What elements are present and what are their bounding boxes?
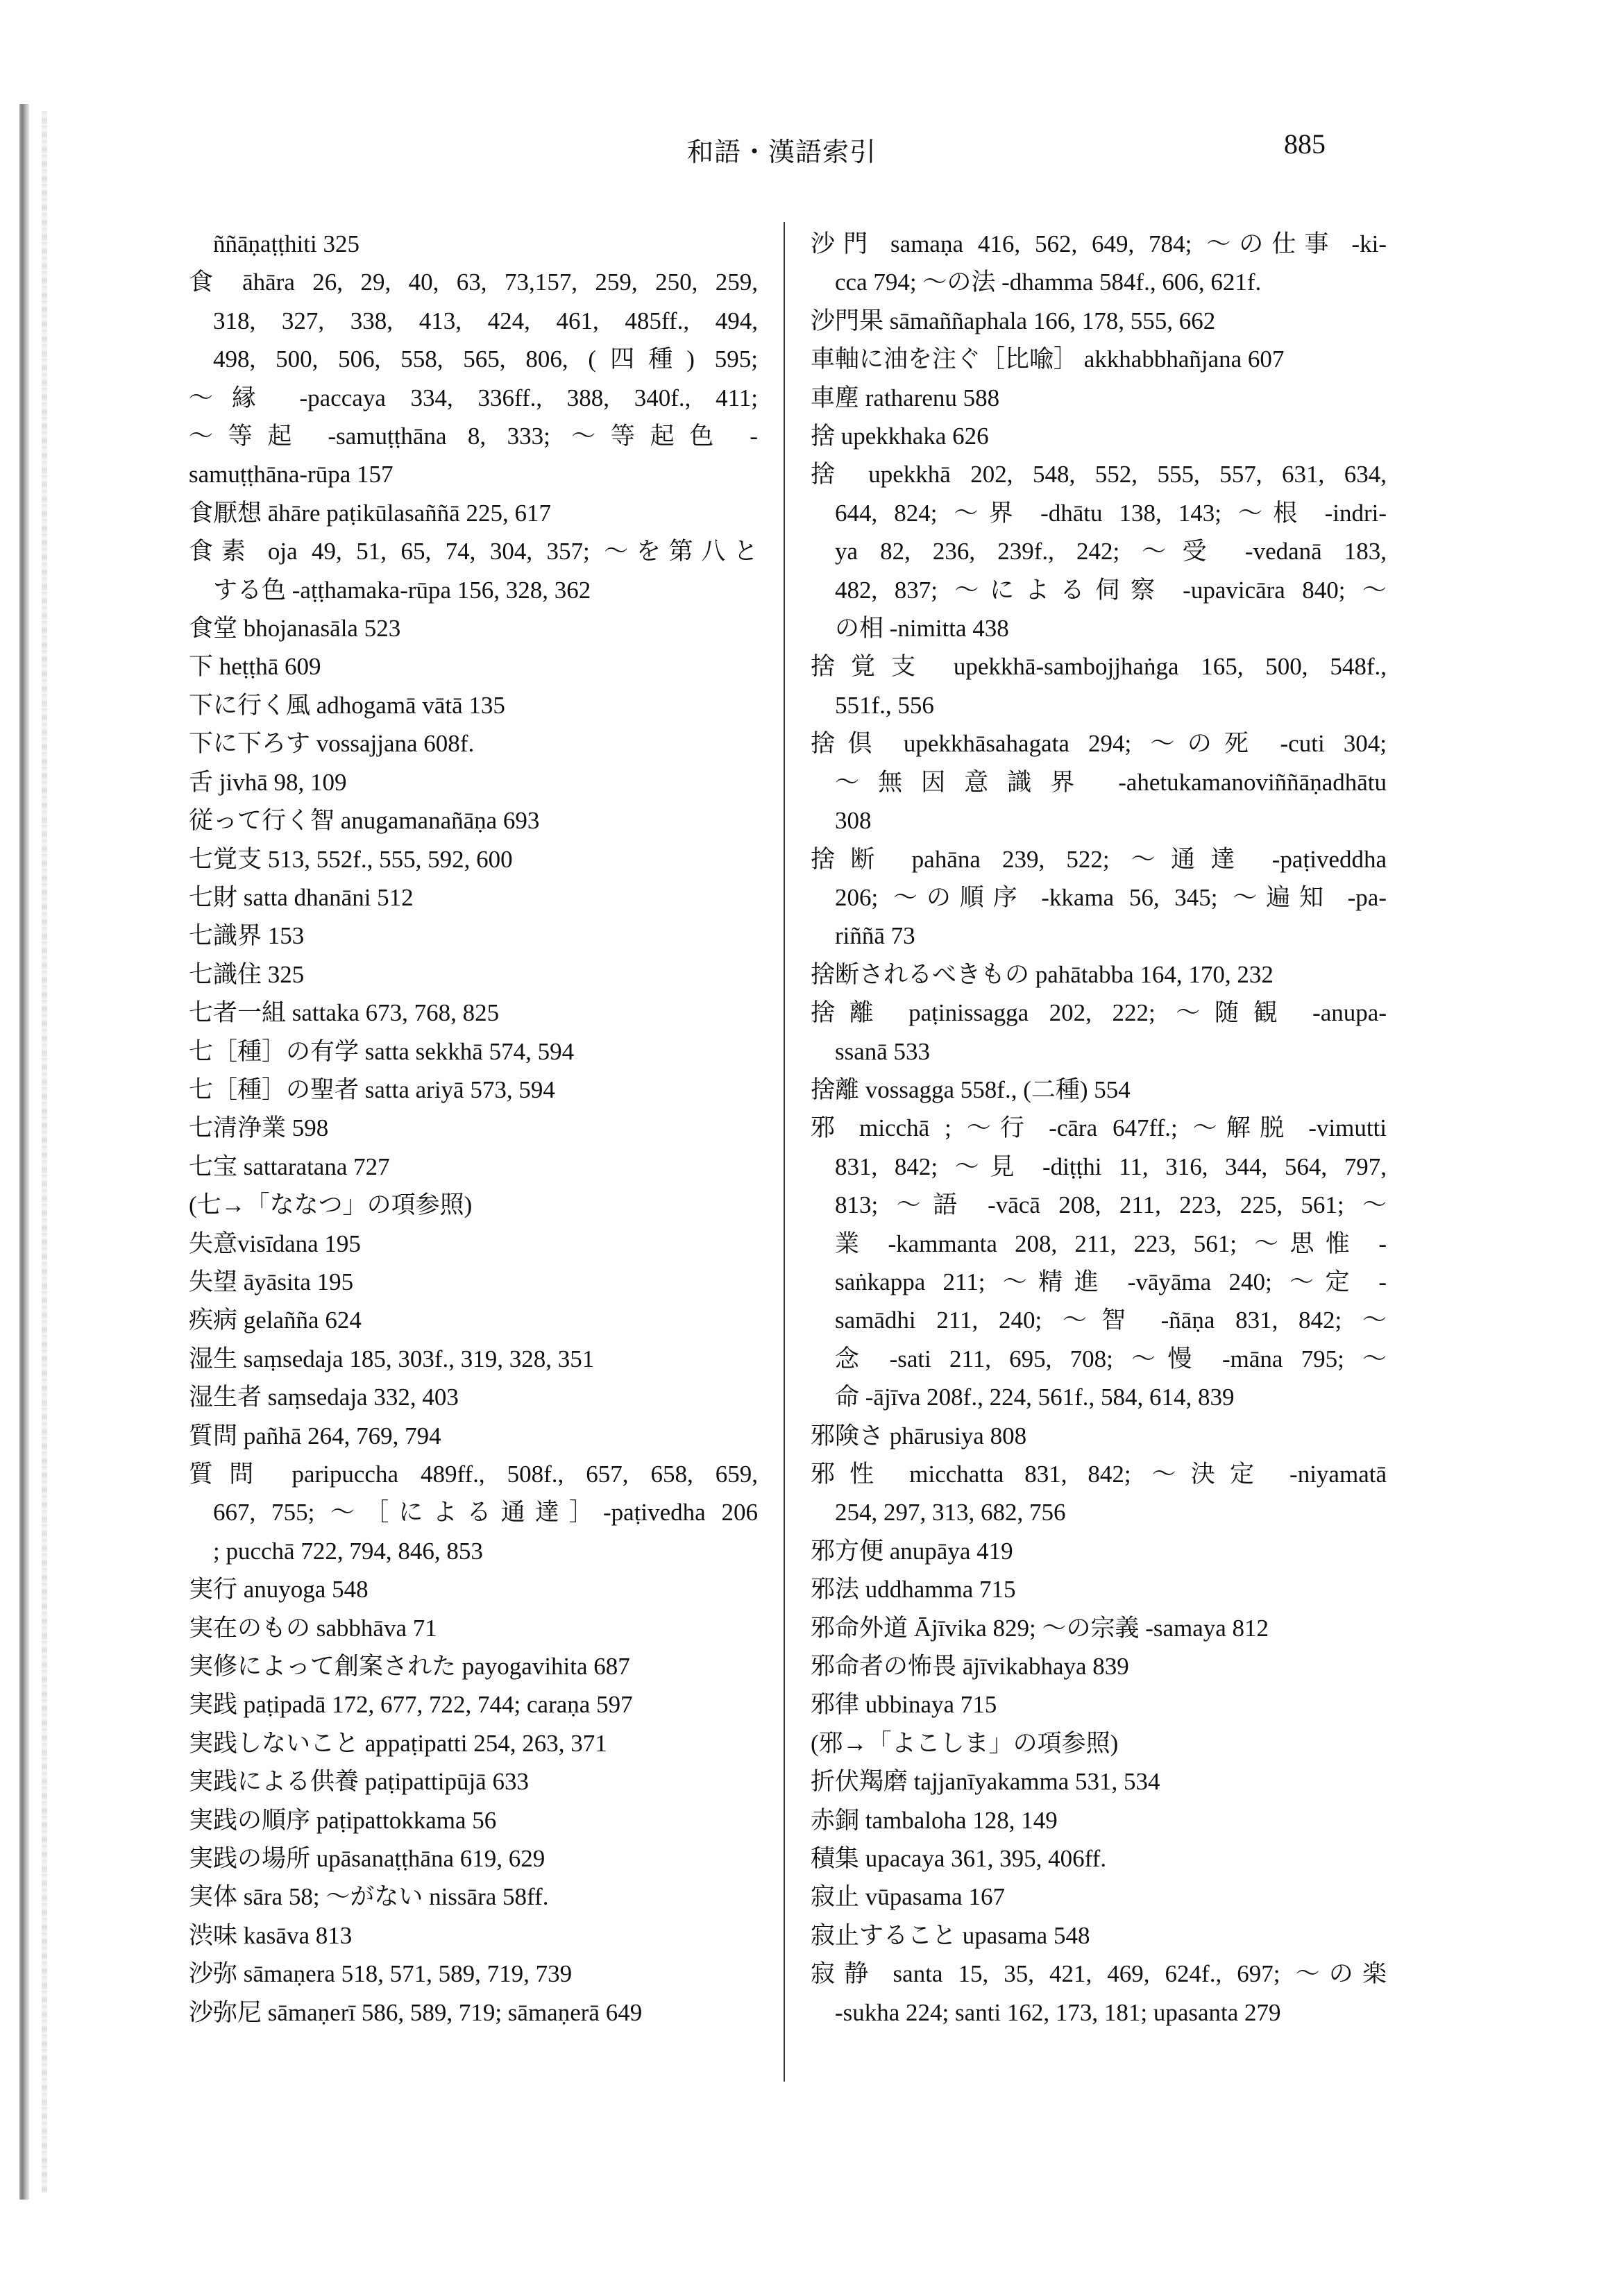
index-entry-line: 邪性 micchatta 831, 842; ～決定 -niyamatā: [811, 1461, 1387, 1488]
index-entry-line: 下に行く風 adhogamā vātā 135: [189, 691, 505, 719]
index-entry-line: 食厭想 āhāre paṭikūlasaññā 225, 617: [189, 499, 551, 527]
index-entry-line: 寂静 santa 15, 35, 421, 469, 624f., 697; ～の楽: [811, 1960, 1387, 1988]
index-entry-line: 813; ～語 -vācā 208, 211, 223, 225, 561; ～: [835, 1191, 1387, 1219]
index-entry-line: 業 -kammanta 208, 211, 223, 561; ～思惟 -: [835, 1230, 1387, 1257]
index-entry-line: 沙弥 sāmaṇera 518, 571, 589, 719, 739: [189, 1960, 573, 1988]
index-entry-line: 実修によって創案された payogavihita 687: [189, 1653, 630, 1681]
index-entry-line: ～無因意識界 -ahetukamanoviññāṇadhātu: [835, 768, 1387, 796]
index-entry-line: 寂止 vūpasama 167: [811, 1883, 1005, 1911]
index-entry-line: samuṭṭhāna-rūpa 157: [189, 461, 394, 488]
index-entry-line: 実在のもの sabbhāva 71: [189, 1614, 437, 1642]
index-entry-line: 積集 upacaya 361, 395, 406ff.: [811, 1845, 1107, 1873]
index-entry-line: 沙弥尼 sāmaṇerī 586, 589, 719; sāmaṇerā 649: [189, 1998, 643, 2026]
index-entry-line: 邪命者の怖畏 ājīvikabhaya 839: [811, 1653, 1129, 1681]
index-column-left: [189, 225, 758, 2032]
index-entry-line: 沙門 samaṇa 416, 562, 649, 784; ～の仕事 -ki-: [811, 230, 1387, 257]
index-entry-line: 邪命外道 Ājīvika 829; ～の宗義 -samaya 812: [811, 1614, 1269, 1642]
index-entry-line: 七清浄業 598: [189, 1114, 329, 1142]
index-entry-line: 質問 pañhā 264, 769, 794: [189, 1422, 441, 1449]
index-entry-line: 従って行く智 anugamanañāṇa 693: [189, 807, 540, 835]
index-entry-line: 捨離 vossagga 558f., (二種) 554: [811, 1075, 1131, 1103]
index-entry-line: 渋味 kasāva 813: [189, 1921, 353, 1949]
index-entry-line: ya 82, 236, 239f., 242; ～受 -vedanā 183,: [835, 538, 1387, 566]
index-entry-line: ; pucchā 722, 794, 846, 853: [213, 1537, 483, 1565]
index-entry-line: 念 -sati 211, 695, 708; ～慢 -māna 795; ～: [835, 1345, 1387, 1372]
page-number: 885: [1284, 128, 1326, 160]
index-entry-line: 308: [835, 807, 872, 835]
page-header-title: 和語・漢語索引: [687, 138, 877, 167]
index-entry-line: 318, 327, 338, 413, 424, 461, 485ff., 494,: [213, 307, 758, 334]
index-entry-line: 実体 sāra 58; ～がない nissāra 58ff.: [189, 1883, 549, 1911]
index-entry-line: 下 heṭṭhā 609: [189, 653, 321, 681]
index-entry-line: saṅkappa 211; ～精進 -vāyāma 240; ～定 -: [835, 1268, 1387, 1295]
index-entry-line: (邪→「よこしま」の項参照): [811, 1729, 1119, 1757]
index-entry-line: 沙門果 sāmaññaphala 166, 178, 555, 662: [811, 307, 1216, 334]
index-entry-line: 食堂 bhojanasāla 523: [189, 615, 401, 643]
index-entry-line: 206; ～の順序 -kkama 56, 345; ～遍知 -pa-: [835, 883, 1387, 911]
index-entry-line: (七→「ななつ」の項参照): [189, 1191, 473, 1219]
index-entry-line: ññāṇaṭṭhiti 325: [213, 230, 360, 257]
index-entry-line: 捨離 paṭinissagga 202, 222; ～随観 -anupa-: [811, 999, 1387, 1027]
index-entry-line: 七宝 sattaratana 727: [189, 1153, 390, 1180]
index-entry-line: する色 -aṭṭhamaka-rūpa 156, 328, 362: [213, 576, 591, 604]
index-entry-line: 赤銅 tambaloha 128, 149: [811, 1806, 1058, 1834]
index-entry-line: 邪険さ phārusiya 808: [811, 1422, 1027, 1449]
index-column-right: [811, 225, 1387, 2032]
index-entry-line: 551f., 556: [835, 691, 934, 719]
index-entry-line: 実践しないこと appaṭipatti 254, 263, 371: [189, 1729, 607, 1757]
index-entry-line: 寂止すること upasama 548: [811, 1921, 1090, 1949]
index-entry-line: 邪律 ubbinaya 715: [811, 1691, 997, 1719]
index-entry-line: 482, 837; ～による伺察 -upavicāra 840; ～: [835, 576, 1387, 604]
index-entry-line: 644, 824; ～界 -dhātu 138, 143; ～根 -indri-: [835, 499, 1387, 527]
index-entry-line: 命 -ājīva 208f., 224, 561f., 584, 614, 839: [835, 1384, 1235, 1411]
index-entry-line: 実践の場所 upāsanaṭṭhāna 619, 629: [189, 1845, 545, 1873]
scan-texture-edge: [42, 111, 47, 2193]
index-entry-line: 失望 āyāsita 195: [189, 1268, 354, 1295]
index-entry-line: riññā 73: [835, 922, 915, 950]
column-divider: [784, 222, 785, 2082]
index-entry-line: 食 āhāra 26, 29, 40, 63, 73,157, 259, 250, 259,: [189, 269, 758, 296]
index-entry-line: 舌 jivhā 98, 109: [189, 768, 347, 796]
index-entry-line: 七［種］の聖者 satta ariyā 573, 594: [189, 1075, 555, 1103]
index-entry-line: 捨 upekkhā 202, 548, 552, 555, 557, 631, 634,: [811, 461, 1387, 488]
index-entry-line: 実践による供養 paṭipattipūjā 633: [189, 1768, 529, 1796]
index-entry-line: 254, 297, 313, 682, 756: [835, 1499, 1066, 1527]
index-entry-line: 疾病 gelañña 624: [189, 1307, 362, 1334]
index-entry-line: 七財 satta dhanāni 512: [189, 883, 414, 911]
index-entry-line: 七識住 325: [189, 960, 305, 988]
index-entry-line: -sukha 224; santi 162, 173, 181; upasanta 279: [835, 1998, 1281, 2026]
index-entry-line: の相 -nimitta 438: [835, 615, 1009, 643]
index-entry-line: 実践 paṭipadā 172, 677, 722, 744; caraṇa 597: [189, 1691, 633, 1719]
index-entry-line: 七覚支 513, 552f., 555, 592, 600: [189, 845, 513, 873]
index-entry-line: 湿生者 saṃsedaja 332, 403: [189, 1384, 459, 1411]
index-entry-line: 邪 micchā ; ～行 -cāra 647ff.; ～解脱 -vimutti: [811, 1114, 1387, 1142]
index-entry-line: cca 794; ～の法 -dhamma 584f., 606, 621f.: [835, 269, 1262, 296]
scan-shadow-edge: [19, 104, 29, 2200]
index-entry-line: 食素 oja 49, 51, 65, 74, 304, 357; ～を第八と: [189, 538, 758, 566]
index-entry-line: 折伏羯磨 tajjanīyakamma 531, 534: [811, 1768, 1160, 1796]
index-entry-line: 湿生 saṃsedaja 185, 303f., 319, 328, 351: [189, 1345, 595, 1372]
index-entry-line: samādhi 211, 240; ～智 -ñāṇa 831, 842; ～: [835, 1307, 1387, 1334]
index-entry-line: 捨断されるべきもの pahātabba 164, 170, 232: [811, 960, 1274, 988]
index-entry-line: 捨覚支 upekkhā-sambojjhaṅga 165, 500, 548f.,: [811, 653, 1387, 681]
index-entry-line: 667, 755; ～［による通達］-paṭivedha 206: [213, 1499, 758, 1527]
index-entry-line: 498, 500, 506, 558, 565, 806, (四種) 595;: [213, 346, 758, 373]
index-entry-line: 車塵 ratharenu 588: [811, 384, 1000, 411]
index-entry-line: 捨 upekkhaka 626: [811, 423, 989, 450]
index-entry-line: 失意visīdana 195: [189, 1230, 361, 1257]
index-entry-line: 邪方便 anupāya 419: [811, 1537, 1013, 1565]
index-entry-line: ssanā 533: [835, 1037, 931, 1065]
index-entry-line: 七［種］の有学 satta sekkhā 574, 594: [189, 1037, 575, 1065]
index-entry-line: 捨断 pahāna 239, 522; ～通達 -paṭiveddha: [811, 845, 1387, 873]
index-entry-line: 下に下ろす vossajjana 608f.: [189, 730, 475, 758]
index-entry-line: ～縁 -paccaya 334, 336ff., 388, 340f., 411;: [189, 384, 758, 411]
index-entry-line: 七者一組 sattaka 673, 768, 825: [189, 999, 500, 1027]
index-entry-line: 質問 paripuccha 489ff., 508f., 657, 658, 659,: [189, 1461, 758, 1488]
index-entry-line: 実行 anuyoga 548: [189, 1576, 369, 1604]
index-entry-line: 七識界 153: [189, 922, 305, 950]
index-entry-line: 実践の順序 paṭipattokkama 56: [189, 1806, 497, 1834]
index-entry-line: 831, 842; ～見 -diṭṭhi 11, 316, 344, 564, 797,: [835, 1153, 1387, 1180]
index-entry-line: 邪法 uddhamma 715: [811, 1576, 1016, 1604]
index-entry-line: 車軸に油を注ぐ［比喩］ akkhabbhañjana 607: [811, 346, 1285, 373]
index-entry-line: ～等起 -samuṭṭhāna 8, 333; ～等起色 -: [189, 423, 758, 450]
index-entry-line: 捨倶 upekkhāsahagata 294; ～の死 -cuti 304;: [811, 730, 1387, 758]
